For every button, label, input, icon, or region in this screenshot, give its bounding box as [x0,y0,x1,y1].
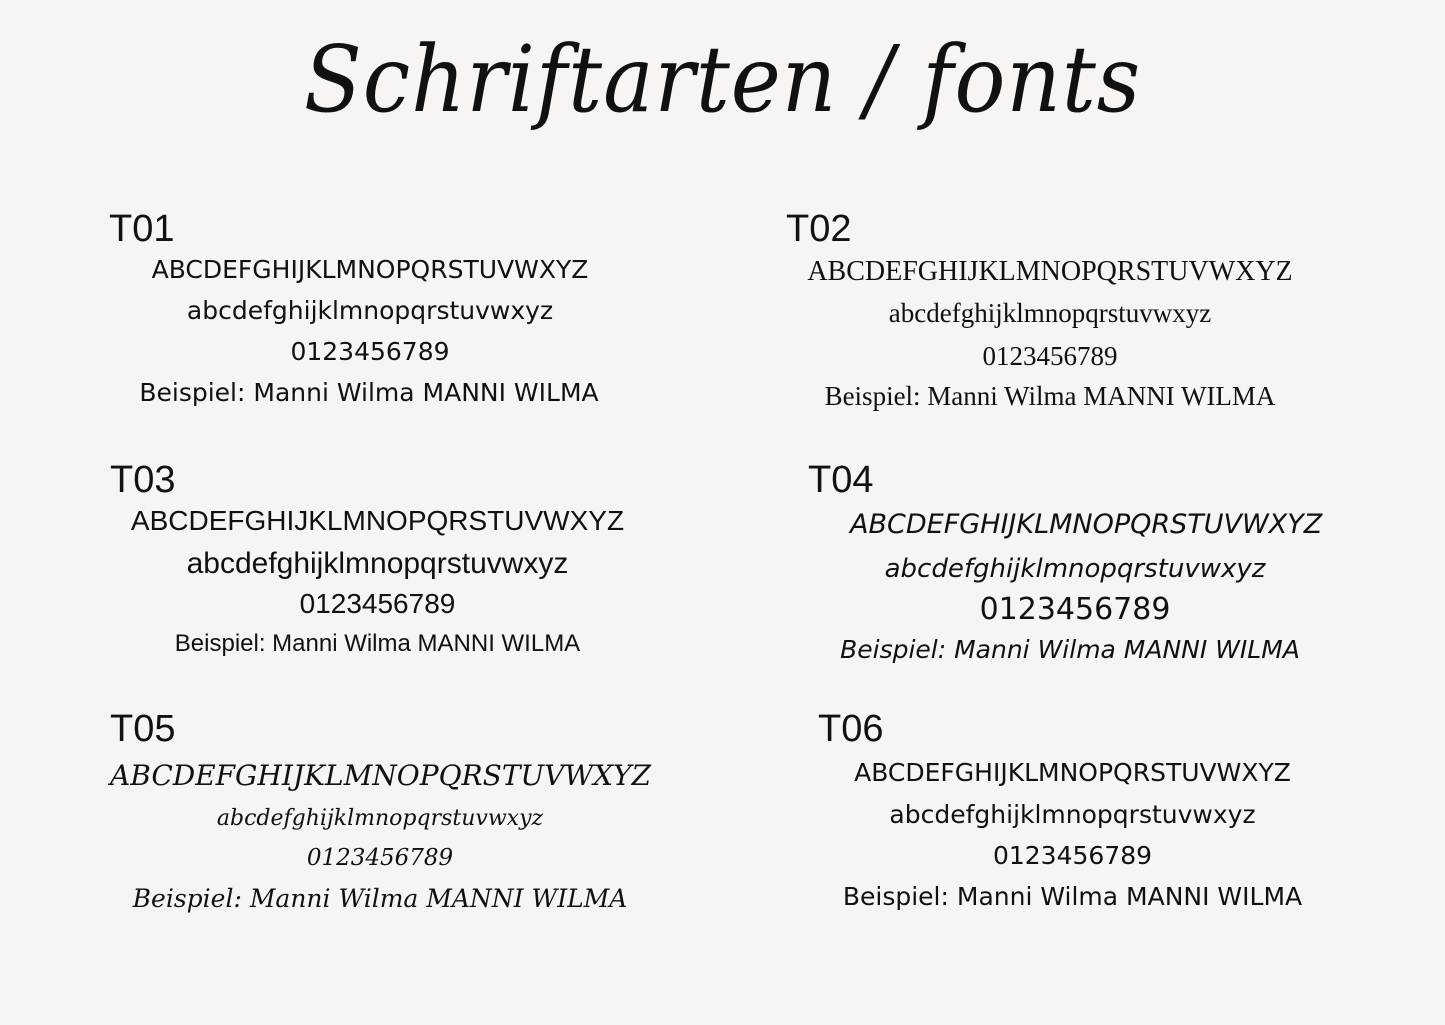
digits-sample: 0123456789 [306,845,454,871]
uppercase-sample: ABCDEFGHIJKLMNOPQRSTUVWXYZ [130,505,625,536]
lowercase-sample: abcdefghijklmnopqrstuvwxyz [889,800,1256,829]
font-code-label: T01 [109,208,175,250]
digits-sample: 0123456789 [290,337,450,366]
uppercase-sample: ABCDEFGHIJKLMNOPQRSTUVWXYZ [854,758,1291,787]
digits-sample: 0123456789 [982,341,1118,371]
font-code-label: T03 [110,459,176,501]
example-sample: Beispiel: Manni Wilma MANNI WILMA [842,882,1303,911]
uppercase-sample: ABCDEFGHIJKLMNOPQRSTUVWXYZ [850,509,1323,540]
digits-sample: 0123456789 [979,592,1171,627]
example-sample: Beispiel: Manni Wilma MANNI WILMA [132,884,628,913]
example-sample: Beispiel: Manni Wilma MANNI WILMA [139,378,599,407]
font-code-label: T06 [818,708,884,750]
lowercase-sample: abcdefghijklmnopqrstuvwxyz [888,298,1212,328]
lowercase-sample: abcdefghijklmnopqrstuvwxyz [186,547,569,580]
example-sample: Beispiel: Manni Wilma MANNI WILMA [174,630,581,657]
font-code-label: T04 [808,459,874,501]
example-sample: Beispiel: Manni Wilma MANNI WILMA [824,381,1276,411]
lowercase-sample: abcdefghijklmnopqrstuvwxyz [884,554,1266,584]
lowercase-sample: abcdefghijklmnopqrstuvwxyz [186,296,554,325]
uppercase-sample: ABCDEFGHIJKLMNOPQRSTUVWXYZ [807,256,1293,287]
example-sample: Beispiel: Manni Wilma MANNI WILMA [840,635,1300,664]
page-title: Schriftarten / fonts [303,26,1142,133]
lowercase-sample: abcdefghijklmnopqrstuvwxyz [216,806,544,831]
digits-sample: 0123456789 [299,588,456,619]
font-code-label: T02 [786,208,852,250]
digits-sample: 0123456789 [992,841,1153,870]
uppercase-sample: ABCDEFGHIJKLMNOPQRSTUVWXYZ [151,255,589,284]
font-code-label: T05 [110,708,176,750]
uppercase-sample: ABCDEFGHIJKLMNOPQRSTUVWXYZ [110,759,651,792]
